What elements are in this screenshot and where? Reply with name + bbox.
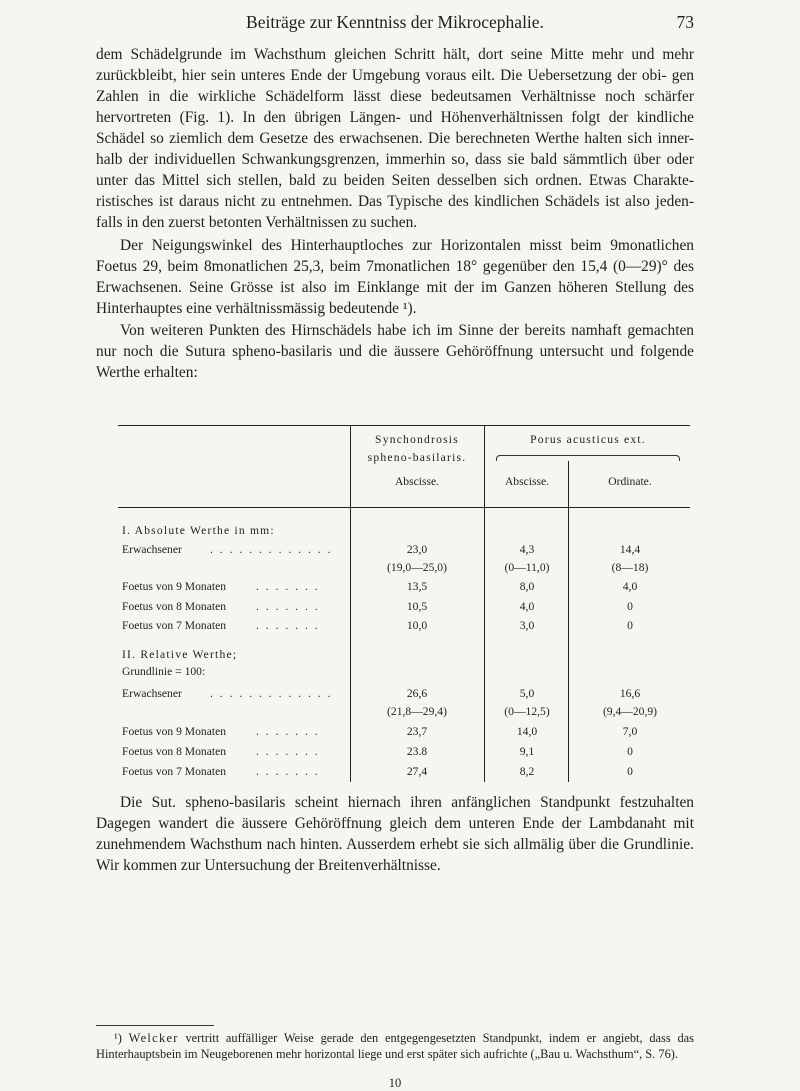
- running-header: [96, 12, 694, 38]
- text-line: dem Schädelgrunde im Wachsthum gleichen Schritt hält, dort seine Mitte mehr und mehr: [96, 46, 694, 63]
- text-line: unter das Mittel sich stellen, bald zu beiden Seiten desselben sich ordnen. Etwas Charakte-: [96, 172, 694, 189]
- footnote-rule: [96, 1025, 214, 1026]
- cell-porus-ordinate: 14,4: [619, 543, 641, 556]
- text-line: Schädel so ziemlich dem Gesetze des erwachsenen. Die berechneten Werthe halten sich inner-: [96, 130, 694, 147]
- cell-synchondrosis: 23,0: [406, 543, 428, 556]
- col1-subheading: Abscisse.: [394, 475, 440, 488]
- col1-heading: Synchondrosis: [375, 433, 459, 446]
- table-col-rule-1: [350, 425, 351, 782]
- row-label: Foetus von 8 Monaten: [122, 745, 227, 758]
- text-line: Werthe erhalten:: [96, 364, 198, 381]
- text-line: Erwachsenen. Seine Grösse ist also im Einklange mit der im Ganzen höheren Stellung des: [96, 279, 694, 296]
- cell-synchondrosis: 13,5: [406, 580, 428, 593]
- text-line: zurückbleibt, hier sein unteres Ende der Umgebung voraus eilt. Die Uebersetzung der obi-: [96, 67, 667, 84]
- text-line: zunehmendem Wachsthum nach hinten. Ausserdem erhebt sie sich allmälig über die Grundlinie.: [96, 836, 694, 853]
- text-line: halb der individuellen Schwankungsgrenzen, immerhin so, dass sie bald sämmtlich über oder: [96, 151, 694, 168]
- text-line: Wir kommen zur Untersuchung der Breitenverhältnisse.: [96, 857, 441, 874]
- leader-dots: . . . . . . .: [256, 745, 320, 758]
- text-line: falls in den zuerst betonten Verhältnissen zu suchen.: [96, 214, 418, 231]
- row-label: Foetus von 7 Monaten: [122, 619, 227, 632]
- cell-range-porus-abscisse: (0—11,0): [504, 561, 550, 574]
- cell-synchondrosis: 10,0: [406, 619, 428, 632]
- cell-synchondrosis: 23.8: [406, 745, 428, 758]
- leader-dots: . . . . . . . . . . . . .: [210, 687, 333, 700]
- paragraph-3: [96, 320, 694, 383]
- text-line: Foetus 29, beim 8monatlichen 25,3, beim 7monatlichen 18° gegenüber den 15,4 (0—29)° des: [96, 258, 694, 275]
- cell-range-porus-abscisse: (0—12,5): [504, 705, 550, 718]
- text-line: nur noch die Sutura spheno-basilaris und die äussere Gehöröffnung untersucht und folgende: [96, 343, 694, 360]
- row-label: Foetus von 8 Monaten: [122, 600, 227, 613]
- page-number: 73: [676, 12, 694, 32]
- table-col-rule-2: [484, 425, 485, 782]
- footnote: [96, 1030, 694, 1062]
- cell-range-synchondrosis: (19,0—25,0): [387, 561, 447, 574]
- col2-subheading: Abscisse.: [504, 475, 550, 488]
- cell-porus-abscisse: 14,0: [516, 725, 538, 738]
- leader-dots: . . . . . . .: [256, 725, 320, 738]
- row-label: Foetus von 9 Monaten: [122, 580, 227, 593]
- table-top-rule: [118, 425, 690, 426]
- text-line: Die Sut. spheno-basilaris scheint hiernach ihren anfänglichen Standpunkt festzuhalten: [120, 794, 694, 811]
- cell-porus-ordinate: 0: [627, 745, 633, 758]
- text-line: Von weiteren Punkten des Hirnschädels habe ich im Sinne der bereits namhaft gemachten: [120, 322, 694, 339]
- col1-heading-line2: spheno-basilaris.: [367, 451, 467, 464]
- leader-dots: . . . . . . .: [256, 619, 320, 632]
- footnote-marker: ¹): [114, 1031, 122, 1045]
- footnote-author: Welcker: [128, 1031, 179, 1045]
- cell-porus-abscisse: 8,0: [519, 580, 535, 593]
- signature-mark: 10: [388, 1076, 402, 1090]
- paragraph-1: [96, 44, 694, 233]
- cell-porus-ordinate: 0: [627, 619, 633, 632]
- col23-heading: Porus acusticus ext.: [530, 433, 646, 446]
- cell-porus-abscisse: 3,0: [519, 619, 535, 632]
- cell-porus-abscisse: 4,0: [519, 600, 535, 613]
- paragraph-4: [96, 792, 694, 876]
- cell-synchondrosis: 23,7: [406, 725, 428, 738]
- section-relative-heading: II. Relative Werthe;: [122, 648, 238, 661]
- cell-range-synchondrosis: (21,8—29,4): [387, 705, 447, 718]
- cell-porus-ordinate: 0: [627, 600, 633, 613]
- cell-porus-ordinate: 7,0: [622, 725, 638, 738]
- measurement-table: [118, 425, 690, 782]
- cell-range-porus-ordinate: (8—18): [611, 561, 649, 574]
- text-line: Hinterhauptes eine verhältnissmässig bedeutende ¹).: [96, 300, 417, 317]
- cell-porus-abscisse: 9,1: [519, 745, 535, 758]
- leader-dots: . . . . . . .: [256, 600, 320, 613]
- cell-range-porus-ordinate: (9,4—20,9): [602, 705, 658, 718]
- leader-dots: . . . . . . .: [256, 580, 320, 593]
- cell-synchondrosis: 26,6: [406, 687, 428, 700]
- paragraph-2: [96, 235, 694, 319]
- text-line: gen Zahlen in die wirkliche Schädelform lässt diese bedeutsamen Verhältnisse noch schärfer: [96, 67, 694, 105]
- table-header-rule: [118, 507, 690, 508]
- row-label: Foetus von 9 Monaten: [122, 725, 227, 738]
- row-label: Erwachsener: [122, 543, 182, 556]
- text-line: Dagegen wandert die äussere Gehöröffnung gleich dem unteren Ende der Lambdanaht mit: [96, 815, 694, 832]
- text-line: ristisches ist daraus nicht zu entnehmen. Das Typische des kindlichen Schädels ist also jeden-: [96, 193, 694, 210]
- leader-dots: . . . . . . .: [256, 765, 320, 778]
- cell-synchondrosis: 10,5: [406, 600, 428, 613]
- text-line: Der Neigungswinkel des Hinterhauptloches zur Horizontalen misst beim 9monatlichen: [120, 237, 694, 254]
- cell-porus-ordinate: 16,6: [619, 687, 641, 700]
- footnote-text: vertritt auffälliger Weise gerade den entgegengesetzten Standpunkt, indem er angiebt, dass das Hinterhauptsbein im Neugeborenen mehr horizontal liege und erst später sich aufrichte („Bau u. Wachsthum“, S. 76).: [96, 1031, 694, 1061]
- section-absolute-heading: I. Absolute Werthe in mm:: [122, 524, 275, 537]
- running-title: Beiträge zur Kenntniss der Mikrocephalie.: [246, 12, 544, 32]
- cell-porus-abscisse: 5,0: [519, 687, 535, 700]
- row-label: Foetus von 7 Monaten: [122, 765, 227, 778]
- cell-porus-ordinate: 4,0: [622, 580, 638, 593]
- cell-porus-abscisse: 8,2: [519, 765, 535, 778]
- col3-subheading: Ordinate.: [608, 475, 652, 488]
- leader-dots: . . . . . . . . . . . . .: [210, 543, 333, 556]
- table-col-rule-3: [568, 461, 569, 782]
- cell-porus-ordinate: 0: [627, 765, 633, 778]
- cell-porus-abscisse: 4,3: [519, 543, 535, 556]
- text-line: hervortreten (Fig. 1). In den übrigen Längen- und Höhenverhältnissen folgt der kindliche: [96, 109, 694, 126]
- cell-synchondrosis: 27,4: [406, 765, 428, 778]
- col23-brace: [496, 455, 680, 461]
- row-label: Erwachsener: [122, 687, 182, 700]
- section-relative-subheading: Grundlinie = 100:: [122, 665, 206, 678]
